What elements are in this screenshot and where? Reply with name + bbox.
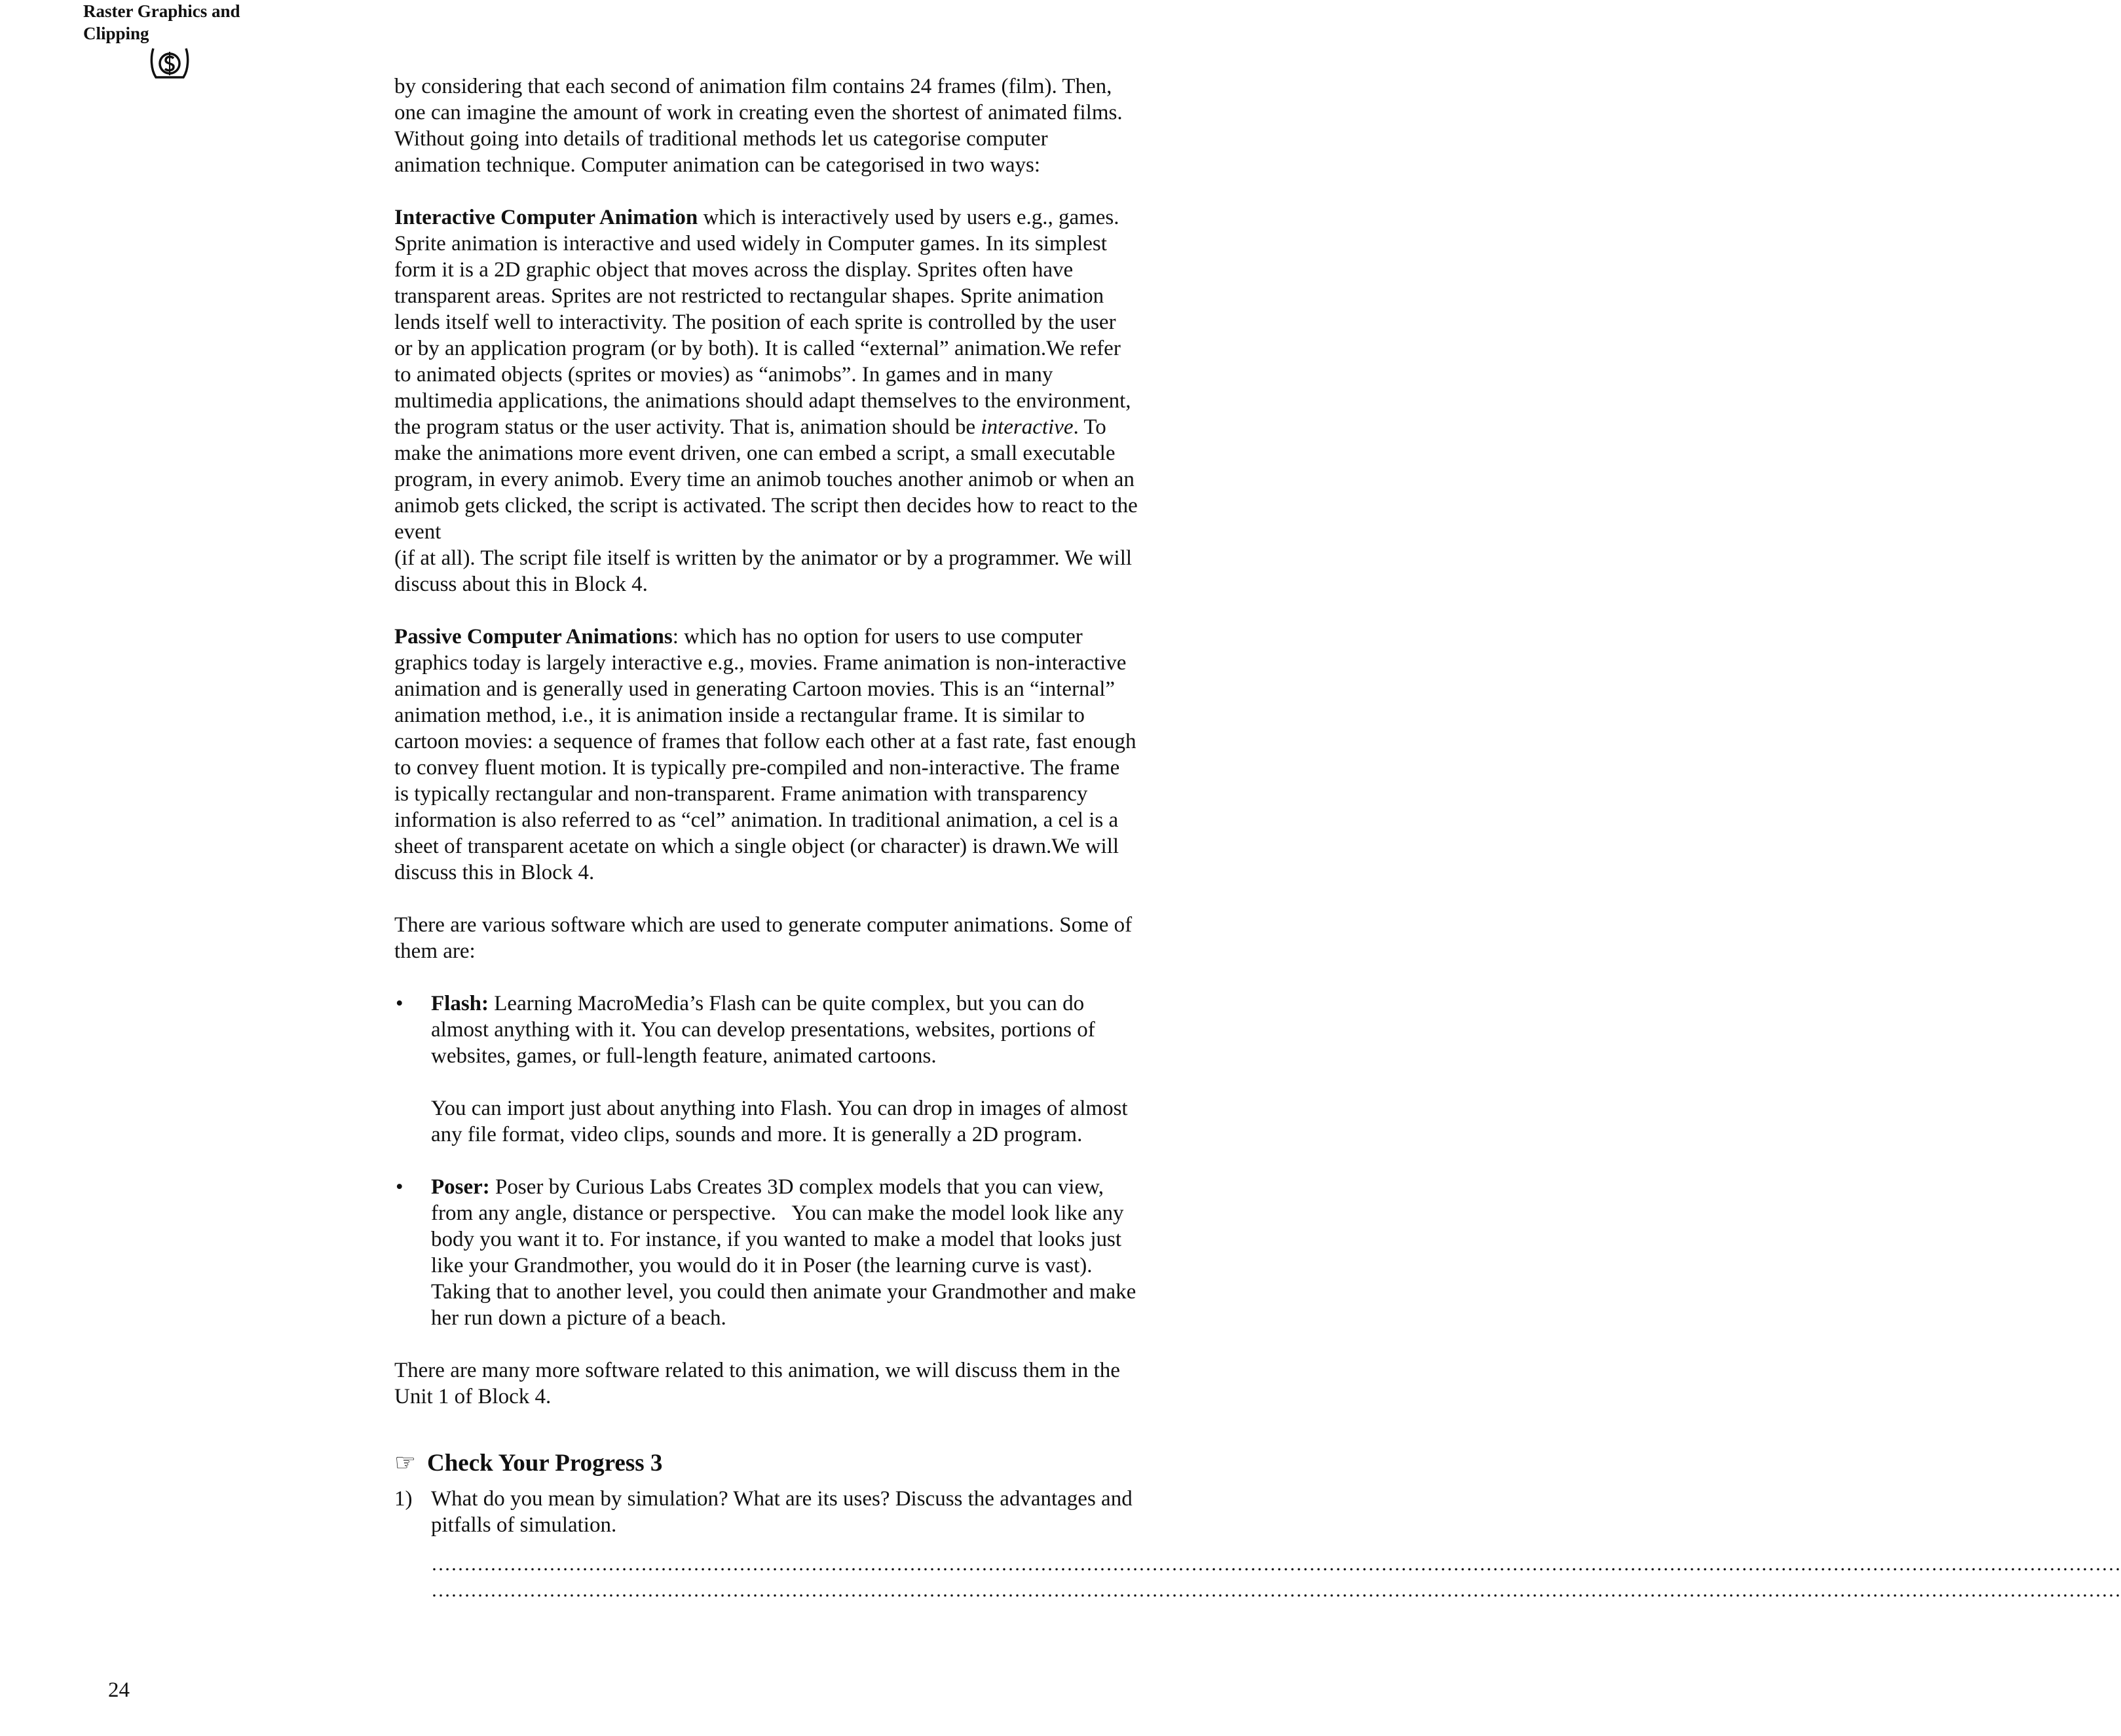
text-line: : which has no option for users to use computer xyxy=(672,625,1083,649)
text-line: Without going into details of traditional methods let us categorise computer xyxy=(394,127,1048,151)
question-number: 1) xyxy=(394,1487,413,1511)
text-line: animob gets clicked, the script is activated. The script then decides how to react to the xyxy=(394,494,1138,518)
question-item xyxy=(394,1486,1180,1538)
text-line: Sprite animation is interactive and used widely in Computer games. In its simplest xyxy=(394,232,1107,255)
text-line: any file format, video clips, sounds and more. It is generally a 2D program. xyxy=(431,1123,1083,1146)
text-line: form it is a 2D graphic object that moves across the display. Sprites often have xyxy=(394,258,1074,282)
passive-animation-paragraph xyxy=(394,624,1180,886)
bullet-term-flash: Flash: xyxy=(431,992,489,1015)
text-line: There are many more software related to this animation, we will discuss them in the xyxy=(394,1359,1120,1382)
text-line: to animated objects (sprites or movies) as “animobs”. In games and in many xyxy=(394,363,1053,387)
question-line: pitfalls of simulation. xyxy=(431,1513,617,1537)
text-line: or by an application program (or by both). It is called “external” animation.We refer xyxy=(394,337,1121,360)
check-your-progress-title: Check Your Progress 3 xyxy=(427,1450,663,1477)
text-line: animation method, i.e., it is animation inside a rectangular frame. It is similar to xyxy=(394,704,1085,727)
text-line: them are: xyxy=(394,939,476,963)
text-line: multimedia applications, the animations should adapt themselves to the environment, xyxy=(394,389,1131,413)
text-line: . To xyxy=(1073,415,1106,439)
answer-line: …………………………………………………………………………………………………………………………………………………………………………………………………………………………………… xyxy=(431,1553,2121,1575)
text-line: sheet of transparent acetate on which a single object (or character) is drawn.We will xyxy=(394,835,1119,858)
text-line: which is interactively used by users e.g., games. xyxy=(698,206,1119,229)
text-line: by considering that each second of animation film contains 24 frames (film). Then, xyxy=(394,75,1112,98)
text-line: her run down a picture of a beach. xyxy=(431,1306,726,1330)
intro-paragraph xyxy=(394,73,1180,178)
text-line: Taking that to another level, you could then animate your Grandmother and make xyxy=(431,1280,1136,1304)
text-line: information is also referred to as “cel” animation. In traditional animation, a cel is a xyxy=(394,808,1119,832)
text-line: one can imagine the amount of work in creating even the shortest of animated films. xyxy=(394,101,1123,124)
university-logo-icon xyxy=(149,46,190,80)
text-line: is typically rectangular and non-transparent. Frame animation with transparency xyxy=(394,782,1088,806)
question-line: What do you mean by simulation? What are its uses? Discuss the advantages and xyxy=(431,1487,1133,1511)
text-line: the program status or the user activity. That is, animation should be xyxy=(394,415,981,439)
running-title-line-2: Clipping xyxy=(83,24,149,43)
bullet-marker: • xyxy=(396,1175,404,1199)
text-line: cartoon movies: a sequence of frames that follow each other at a fast rate, fast enough xyxy=(394,730,1136,753)
text-line: You can import just about anything into Flash. You can drop in images of almost xyxy=(431,1097,1128,1120)
running-header xyxy=(83,0,240,45)
text-line: event xyxy=(394,520,441,544)
text-line: Learning MacroMedia’s Flash can be quite complex, but you can do xyxy=(489,992,1085,1015)
text-line: (if at all). The script file itself is written by the animator or by a programmer. We will xyxy=(394,546,1133,570)
page-number: 24 xyxy=(108,1678,130,1702)
answer-line: …………………………………………………………………………………………………………………………………………………………………………………………………………………………………… xyxy=(431,1579,2121,1601)
text-line: from any angle, distance or perspective. You can make the model look like any xyxy=(431,1201,1124,1225)
text-line: program, in every animob. Every time an animob touches another animob or when an xyxy=(394,468,1135,491)
text-line: transparent areas. Sprites are not restricted to rectangular shapes. Sprite animation xyxy=(394,284,1104,308)
text-line: discuss about this in Block 4. xyxy=(394,573,648,596)
software-intro-paragraph xyxy=(394,912,1180,964)
text-line: to convey fluent motion. It is typically pre-compiled and non-interactive. The frame xyxy=(394,756,1120,780)
text-line: Poser by Curious Labs Creates 3D complex models that you can view, xyxy=(489,1175,1104,1199)
text-line: Unit 1 of Block 4. xyxy=(394,1385,552,1408)
interactive-animation-term: Interactive Computer Animation xyxy=(394,206,698,229)
bullet-item-poser xyxy=(394,1174,1180,1331)
closing-paragraph xyxy=(394,1357,1180,1410)
text-line: discuss this in Block 4. xyxy=(394,861,595,884)
check-your-progress-heading xyxy=(394,1449,1180,1486)
text-line: almost anything with it. You can develop presentations, websites, portions of xyxy=(431,1018,1095,1042)
text-line: like your Grandmother, you would do it in Poser (the learning curve is vast). xyxy=(431,1254,1093,1277)
text-line: animation technique. Computer animation can be categorised in two ways: xyxy=(394,153,1041,177)
text-line: lends itself well to interactivity. The position of each sprite is controlled by the user xyxy=(394,311,1116,334)
emphasis-interactive: interactive xyxy=(981,415,1074,439)
text-line: graphics today is largely interactive e.g., movies. Frame animation is non-interactive xyxy=(394,651,1127,675)
bullet-marker: • xyxy=(396,992,404,1015)
bullet-term-poser: Poser: xyxy=(431,1175,490,1199)
bullet-item-flash xyxy=(394,991,1180,1148)
passive-animation-term: Passive Computer Animations xyxy=(394,625,673,649)
pointing-hand-icon: ☞ xyxy=(394,1450,417,1477)
text-line: animation and is generally used in generating Cartoon movies. This is an “internal” xyxy=(394,677,1116,701)
text-line: websites, games, or full-length feature, animated cartoons. xyxy=(431,1044,937,1068)
running-title-line-1: Raster Graphics and xyxy=(83,1,240,21)
main-content xyxy=(394,73,2121,1604)
text-line: make the animations more event driven, one can embed a script, a small executable xyxy=(394,442,1116,465)
interactive-animation-paragraph xyxy=(394,204,1180,597)
text-line: There are various software which are used to generate computer animations. Some of xyxy=(394,913,1133,937)
text-line: body you want it to. For instance, if you wanted to make a model that looks just xyxy=(431,1228,1122,1251)
